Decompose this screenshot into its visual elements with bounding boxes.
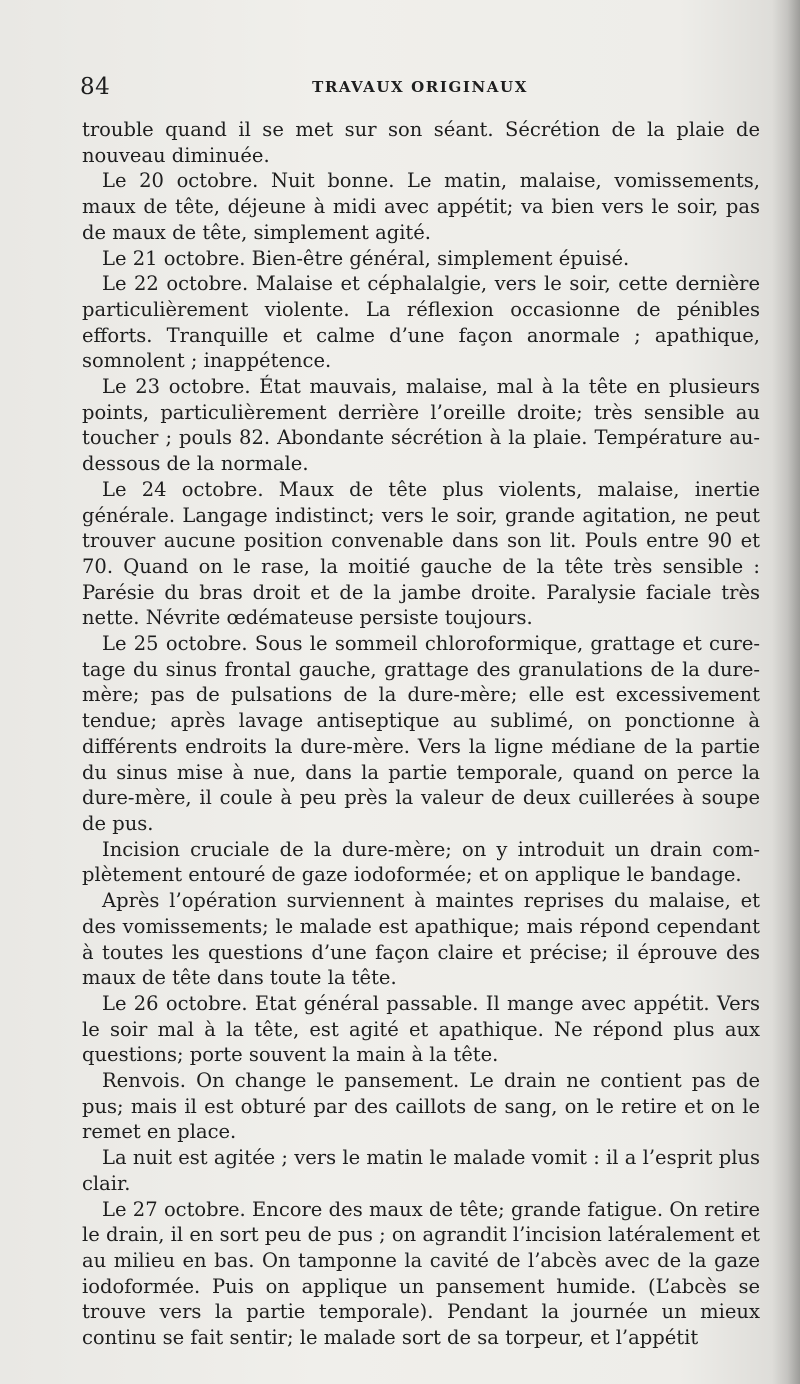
paragraph: Le 27 octobre. Encore des maux de tête; grande fatigue. On retire le drain, il en sort peu de pus ; on agrandit l’incision latéralement et au milieu en bas. On tamponne la cavité de l’abcès avec de la gaze iodoformée. Puis on applique un pansement humide. (L’abcès se trouve vers la partie temporale). Pendant la journée un mieux continu se fait sentir; le malade sort de sa torpeur, et l’appétit xyxy=(82,1197,760,1350)
page-number: 84 xyxy=(80,74,111,100)
paragraph: Renvois. On change le pansement. Le drain ne contient pas de pus; mais il est obturé par des caillots de sang, on le retire et on le remet en place. xyxy=(82,1069,760,1144)
paragraph: Le 25 octobre. Sous le sommeil chloroformique, grattage et curetage du sinus frontal gauche, grattage des granulations de la dure-mère; pas de pulsations de la dure-mère; elle est excessivement tendue; après lavage antiseptique au sublimé, on ponctionne à différents endroits la dure-mère. Vers la ligne médiane de la partie du sinus mise à nue, dans la partie temporale, quand on perce la dure-mère, il coule à peu près la valeur de deux cuillerées à soupe de pus. xyxy=(82,632,760,835)
paragraph: La nuit est agitée ; vers le matin le malade vomit : il a l’esprit plus clair. xyxy=(82,1146,760,1195)
running-title: TRAVAUX ORIGINAUX xyxy=(312,78,528,96)
paragraph: Après l’opération surviennent à maintes reprises du malaise, et des vomissements; le malade est apathique; mais répond cependant à toutes les questions d’une façon claire et précise; il éprouve des maux de tête dans toute la tête. xyxy=(82,889,760,990)
paragraph: Incision cruciale de la dure-mère; on y introduit un drain complètement entouré de gaze iodoformée; et on applique le bandage. xyxy=(82,837,760,887)
paragraph: Le 20 octobre. Nuit bonne. Le matin, malaise, vomissements, maux de tête, déjeune à midi avec appétit; va bien vers le soir, pas de maux de tête, simplement agité. xyxy=(82,169,760,244)
paragraph: trouble quand il se met sur son séant. Sécrétion de la plaie de nouveau diminuée. xyxy=(82,118,760,167)
page-header xyxy=(80,72,760,102)
paragraph: Le 22 octobre. Malaise et céphalalgie, vers le soir, cette dernière particulièrement violente. La réflexion occasionne de pénibles efforts. Tranquille et calme d’une façon anormale ; apathique, somnolent ; inappétence. xyxy=(82,272,760,373)
paragraph: Le 24 octobre. Maux de tête plus violents, malaise, inertie générale. Langage indistinct; vers le soir, grande agitation, ne peut trouver aucune position convenable dans son lit. Pouls entre 90 et 70. Quand on le rase, la moitié gauche de la tête très sensible : Parésie du bras droit et de la jambe droite. Paralysie faciale très nette. Névrite œdémateuse persiste toujours. xyxy=(82,477,760,630)
body-text xyxy=(82,117,760,1351)
page-gutter-shadow xyxy=(772,0,800,1384)
paragraph: Le 23 octobre. État mauvais, malaise, mal à la tête en plusieurs points, particulièrement derrière l’oreille droite; très sensible au toucher ; pouls 82. Abondante sécrétion à la plaie. Température au-dessous de la normale. xyxy=(82,375,760,476)
paragraph: Le 21 octobre. Bien-être général, simplement épuisé. xyxy=(102,246,630,270)
paragraph: Le 26 octobre. Etat général passable. Il mange avec appétit. Vers le soir mal à la tête, est agité et apathique. Ne répond plus aux questions; porte souvent la main à la tête. xyxy=(82,991,760,1067)
